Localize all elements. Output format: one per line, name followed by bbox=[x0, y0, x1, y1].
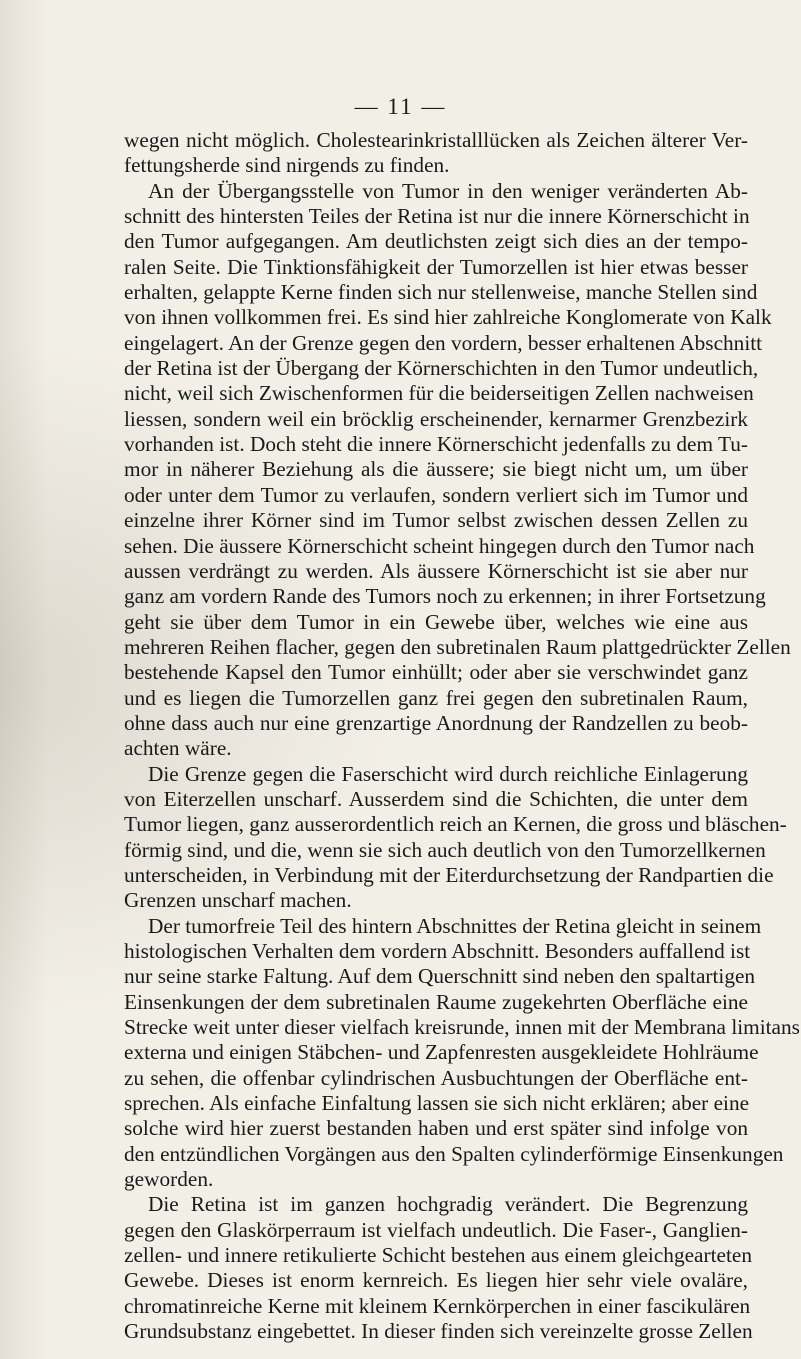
text-line: Der tumorfreie Teil des hintern Abschnittes der Retina gleicht in seinem bbox=[148, 913, 762, 938]
text-line: An der Übergangsstelle von Tumor in den weniger veränderten Ab- bbox=[148, 178, 748, 203]
text-line: aussen verdrängt zu werden. Als äussere Körnerschicht ist sie aber nur bbox=[124, 558, 748, 583]
text-line: zu sehen, die offenbar cylindrischen Ausbuchtungen der Oberfläche ent- bbox=[124, 1065, 748, 1090]
text-line: Die Grenze gegen die Faserschicht wird durch reichliche Einlagerung bbox=[148, 761, 748, 786]
text-line: ralen Seite. Die Tinktionsfähigkeit der Tumorzellen ist hier etwas besser bbox=[124, 254, 748, 279]
text-line: Einsenkungen der dem subretinalen Raume zugekehrten Oberfläche eine bbox=[124, 989, 748, 1014]
text-line: den entzündlichen Vorgängen aus den Spalten cylinderförmige Einsenkungen bbox=[124, 1141, 784, 1166]
text-line: chromatinreiche Kerne mit kleinem Kernkörperchen in einer fascikulären bbox=[124, 1293, 751, 1318]
text-line: mehreren Reihen flacher, gegen den subretinalen Raum plattgedrückter Zellen bbox=[124, 634, 791, 659]
page-number: — 11 — bbox=[354, 94, 447, 119]
text-line: nicht, weil sich Zwischenformen für die beiderseitigen Zellen nachweisen bbox=[124, 381, 754, 406]
text-line: Grundsubstanz eingebettet. In dieser finden sich vereinzelte grosse Zellen bbox=[124, 1319, 753, 1344]
text-line: von ihnen vollkommen frei. Es sind hier zahlreiche Konglomerate von Kalk bbox=[124, 305, 772, 330]
text-line: oder unter dem Tumor zu verlaufen, sondern verliert sich im Tumor und bbox=[124, 482, 748, 507]
text-line: gegen den Glaskörperraum ist vielfach undeutlich. Die Faser-, Ganglien- bbox=[124, 1217, 748, 1242]
text-line: nur seine starke Faltung. Auf dem Querschnitt sind neben den spaltartigen bbox=[124, 964, 756, 989]
text-line: geht sie über dem Tumor in ein Gewebe über, welches wie eine aus bbox=[124, 609, 748, 634]
text-line: Gewebe. Dieses ist enorm kernreich. Es liegen hier sehr viele ovaläre, bbox=[124, 1268, 748, 1293]
text-line: eingelagert. An der Grenze gegen den vordern, besser erhaltenen Abschnitt bbox=[124, 330, 763, 355]
text-line: einzelne ihrer Körner sind im Tumor selbst zwischen dessen Zellen zu bbox=[124, 508, 748, 533]
text-line: sehen. Die äussere Körnerschicht scheint hingegen durch den Tumor nach bbox=[124, 533, 755, 558]
body-text bbox=[124, 128, 800, 1345]
text-line: solche wird hier zuerst bestanden haben und erst später sind infolge von bbox=[124, 1116, 748, 1141]
text-line: histologischen Verhalten dem vordern Abschnitt. Besonders auffallend ist bbox=[124, 939, 751, 963]
text-line: von Eiterzellen unscharf. Ausserdem sind die Schichten, die unter dem bbox=[124, 786, 748, 811]
text-line: wegen nicht möglich. Cholestearinkristalllücken als Zeichen älterer Ver- bbox=[124, 128, 748, 152]
text-line: vorhanden ist. Doch steht die innere Körnerschicht jedenfalls zu dem Tu- bbox=[124, 432, 748, 457]
text-line: Grenzen unscharf machen. bbox=[124, 888, 352, 913]
text-line: den Tumor aufgegangen. Am deutlichsten zeigt sich dies an der tempo- bbox=[124, 229, 748, 254]
text-line: geworden. bbox=[124, 1167, 214, 1192]
text-line: sprechen. Als einfache Einfaltung lassen sie sich nicht erklären; aber eine bbox=[124, 1091, 750, 1116]
text-line: achten wäre. bbox=[124, 736, 232, 761]
text-line: ganz am vordern Rande des Tumors noch zu erkennen; in ihrer Fortsetzung bbox=[124, 584, 766, 609]
text-line: bestehende Kapsel den Tumor einhüllt; oder aber sie verschwindet ganz bbox=[124, 660, 748, 685]
text-line: Strecke weit unter dieser vielfach kreisrunde, innen mit der Membrana limitans bbox=[124, 1015, 800, 1040]
text-line: unterscheiden, in Verbindung mit der Eiterdurchsetzung der Randpartien die bbox=[124, 862, 774, 887]
text-line: externa und einigen Stäbchen- und Zapfenresten ausgekleidete Hohlräume bbox=[124, 1040, 759, 1065]
text-line: zellen- und innere retikulierte Schicht bestehen aus einem gleichgearteten bbox=[124, 1243, 752, 1268]
text-line: Tumor liegen, ganz ausserordentlich reich an Kernen, die gross und bläschen- bbox=[124, 812, 787, 837]
text-line: fettungsherde sind nirgends zu finden. bbox=[124, 153, 450, 178]
text-line: und es liegen die Tumorzellen ganz frei gegen den subretinalen Raum, bbox=[124, 685, 748, 710]
text-line: erhalten, gelappte Kerne finden sich nur stellenweise, manche Stellen sind bbox=[124, 280, 758, 305]
text-line: mor in näherer Beziehung als die äussere; sie biegt nicht um, um über bbox=[124, 457, 748, 482]
text-line: ohne dass auch nur eine grenzartige Anordnung der Randzellen zu beob- bbox=[124, 710, 748, 735]
text-line: schnitt des hintersten Teiles der Retina ist nur die innere Körnerschicht in bbox=[124, 204, 750, 229]
text-line: förmig sind, und die, wenn sie sich auch deutlich von den Tumorzellkernen bbox=[124, 837, 766, 862]
text-line: Die Retina ist im ganzen hochgradig verändert. Die Begrenzung bbox=[148, 1192, 748, 1217]
text-line: der Retina ist der Übergang der Körnerschichten in den Tumor undeutlich, bbox=[124, 356, 759, 381]
text-line: liessen, sondern weil ein bröcklig erscheinender, kernarmer Grenzbezirk bbox=[124, 406, 748, 431]
